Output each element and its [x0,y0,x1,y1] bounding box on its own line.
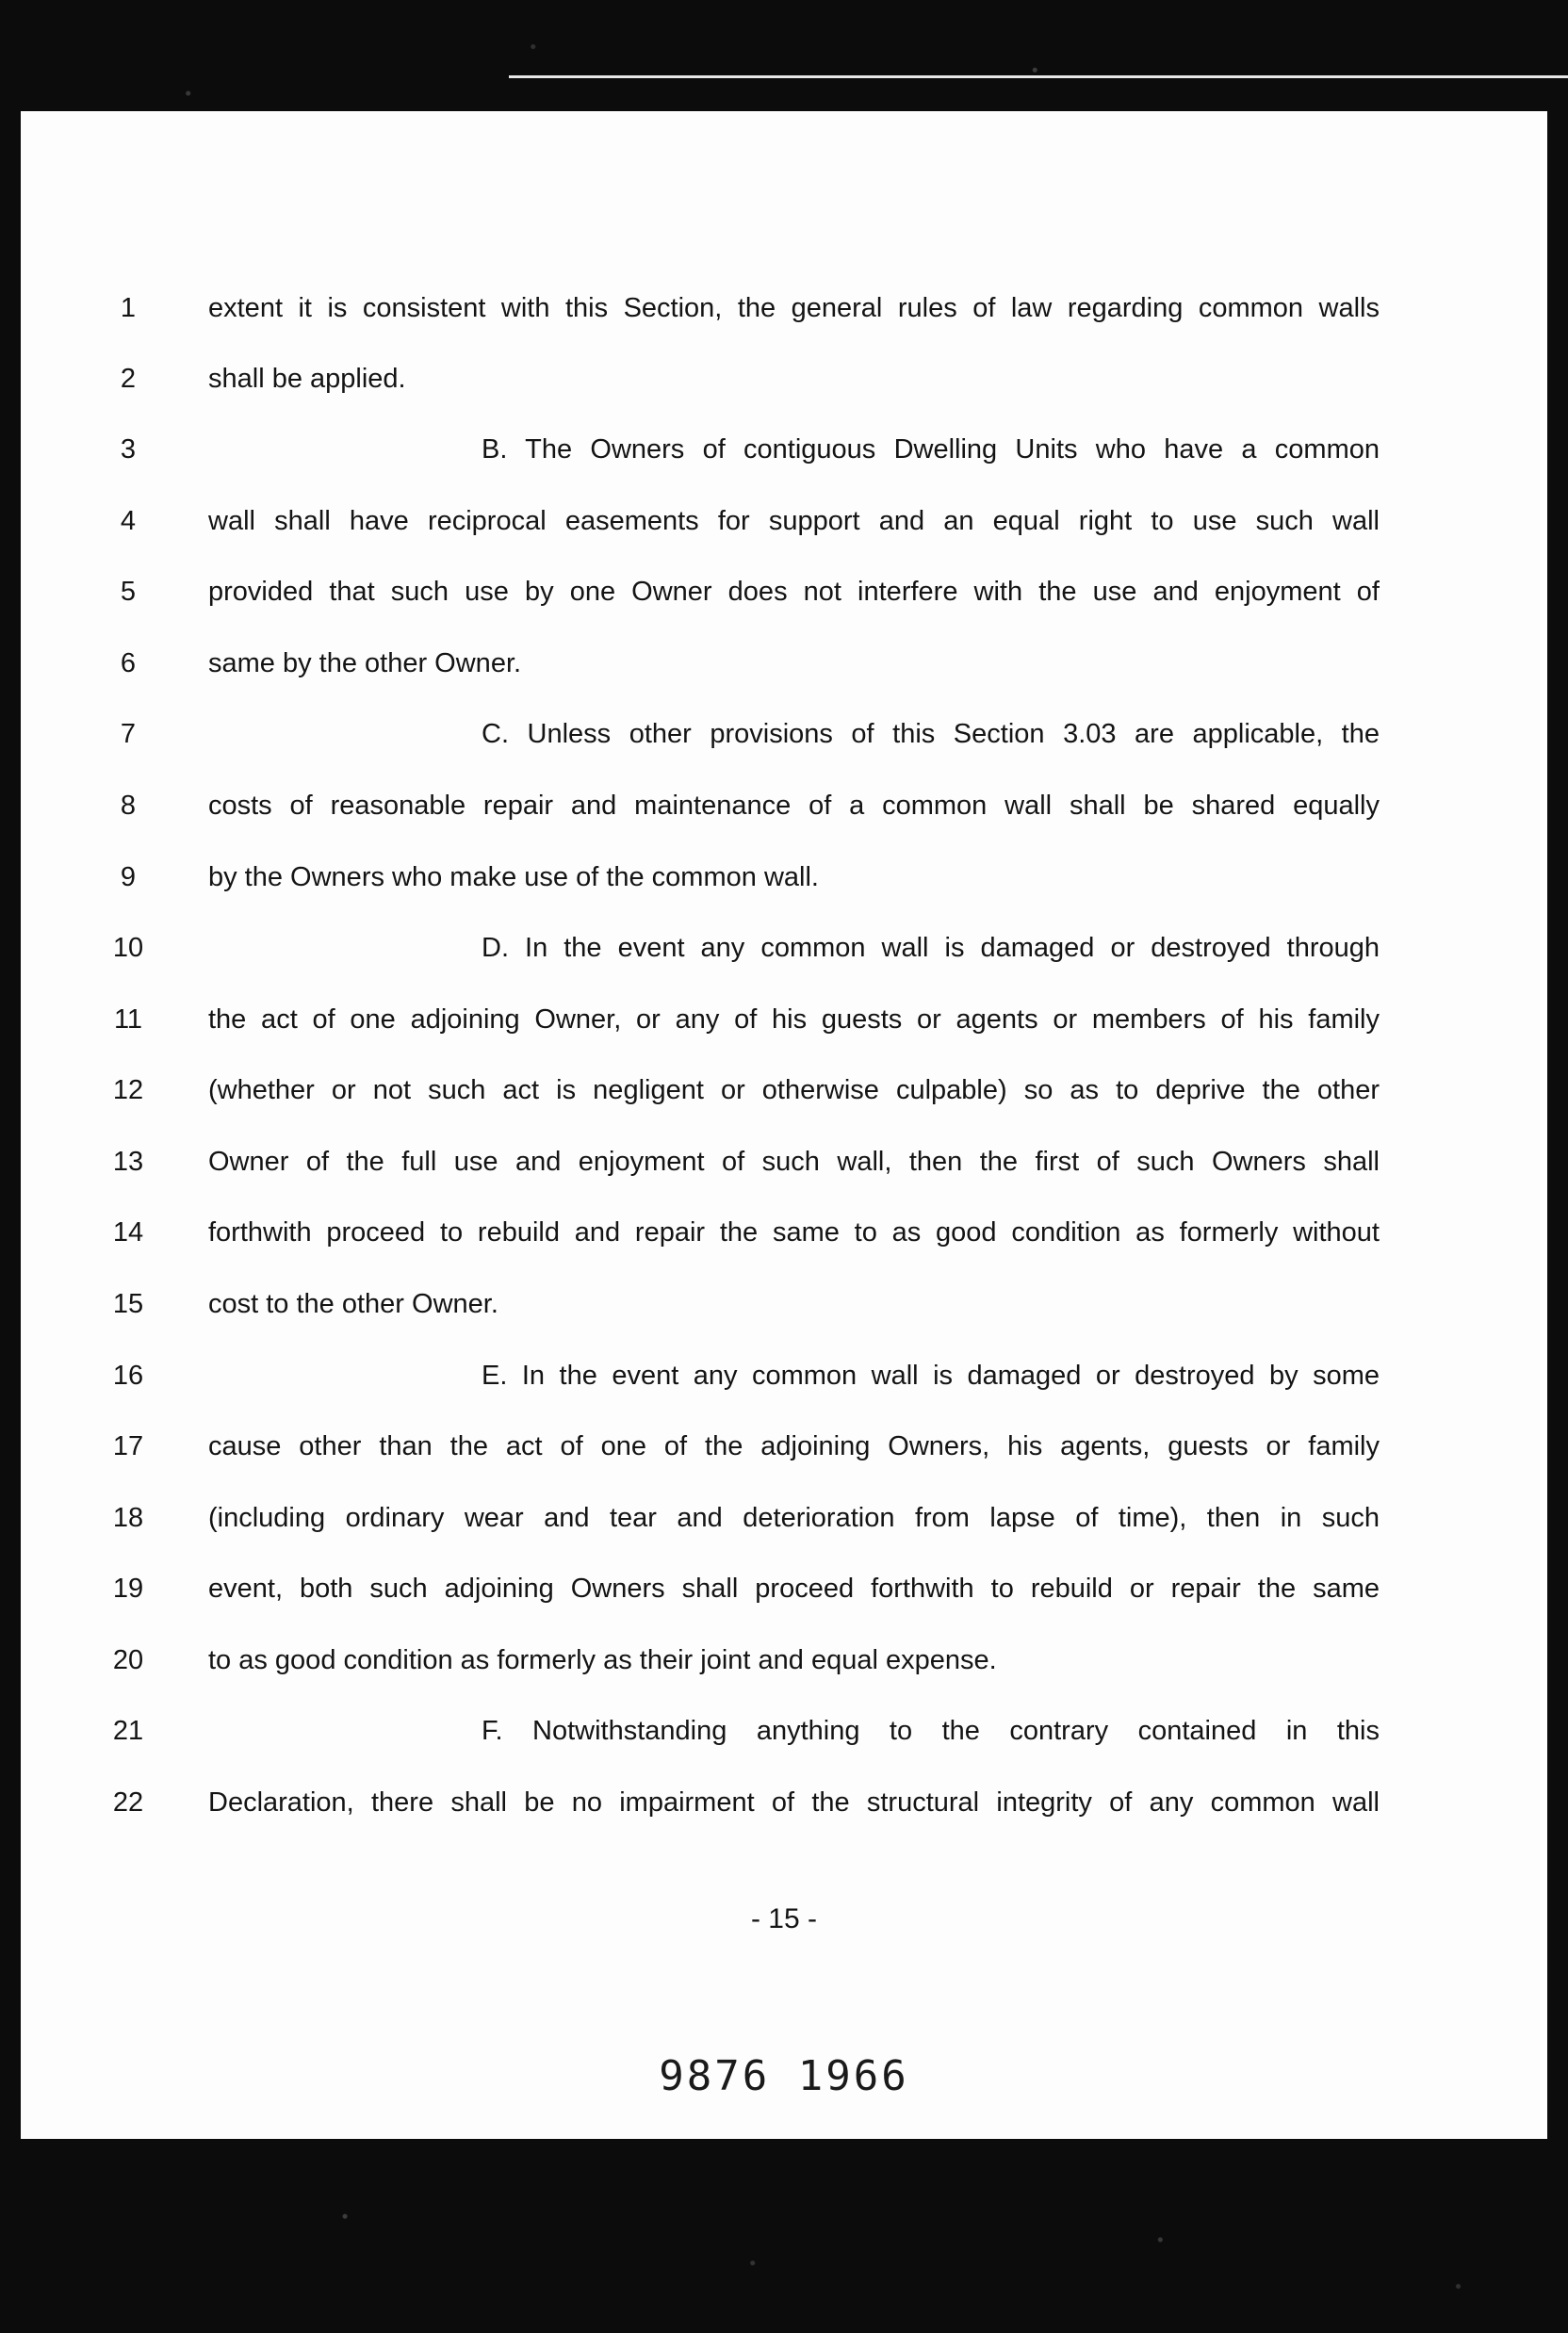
line-text: D. In the event any common wall is damaged or destroyed through [482,933,1380,963]
line-text: event, both such adjoining Owners shall proceed forthwith to rebuild or repair the same [208,1574,1380,1604]
line-number: 16 [112,1361,144,1391]
line-number: 12 [112,1075,144,1105]
line-number: 18 [112,1503,144,1533]
line-text: extent it is consistent with this Section, the general rules of law regarding common walls [208,293,1380,323]
line-number: 14 [112,1217,144,1248]
line-number: 10 [112,933,144,963]
line-text: by the Owners who make use of the common wall. [208,862,819,892]
line-text: Declaration, there shall be no impairment of the structural integrity of any common wall [208,1787,1380,1818]
line-number: 5 [120,577,137,607]
line-number: 3 [120,434,137,465]
document-page [21,111,1547,2139]
line-number: 13 [112,1147,144,1177]
line-text: cause other than the act of one of the adjoining Owners, his agents, guests or family [208,1431,1380,1461]
document-stamp: 9876 1966 [659,2052,909,2100]
line-number: 9 [120,862,137,892]
line-text: E. In the event any common wall is damaged or destroyed by some [482,1361,1380,1391]
line-text: the act of one adjoining Owner, or any of his guests or agents or members of his family [208,1004,1380,1035]
line-number: 20 [112,1645,144,1675]
line-number: 21 [112,1716,144,1746]
line-number: 6 [120,648,137,678]
line-text: C. Unless other provisions of this Section 3.03 are applicable, the [482,719,1380,749]
line-text: costs of reasonable repair and maintenance of a common wall shall be shared equally [208,791,1380,821]
line-number: 22 [112,1787,144,1818]
line-text: same by the other Owner. [208,648,522,678]
line-number: 7 [120,719,137,749]
line-text: forthwith proceed to rebuild and repair the same to as good condition as formerly without [208,1217,1380,1248]
page-number: - 15 - [750,1903,818,1934]
line-text: to as good condition as formerly as their joint and equal expense. [208,1645,997,1675]
line-number: 19 [112,1574,144,1604]
line-text: B. The Owners of contiguous Dwelling Units who have a common [482,434,1380,465]
line-text: shall be applied. [208,364,406,394]
line-number: 1 [120,293,137,323]
line-text: (whether or not such act is negligent or otherwise culpable) so as to deprive the other [208,1075,1380,1105]
line-text: (including ordinary wear and tear and deterioration from lapse of time), then in such [208,1503,1380,1533]
line-text: cost to the other Owner. [208,1289,498,1319]
line-number: 8 [120,791,137,821]
line-text: wall shall have reciprocal easements for support and an equal right to use such wall [208,506,1380,536]
scan-edge-line [509,75,1568,78]
line-number: 17 [112,1431,144,1461]
line-number: 4 [120,506,137,536]
line-text: Owner of the full use and enjoyment of such wall, then the first of such Owners shall [208,1147,1380,1177]
line-number: 2 [120,364,137,394]
line-number: 11 [113,1004,143,1035]
line-number: 15 [112,1289,144,1319]
line-text: provided that such use by one Owner does not interfere with the use and enjoyment of [208,577,1380,607]
line-text: F. Notwithstanding anything to the contrary contained in this [482,1716,1380,1746]
